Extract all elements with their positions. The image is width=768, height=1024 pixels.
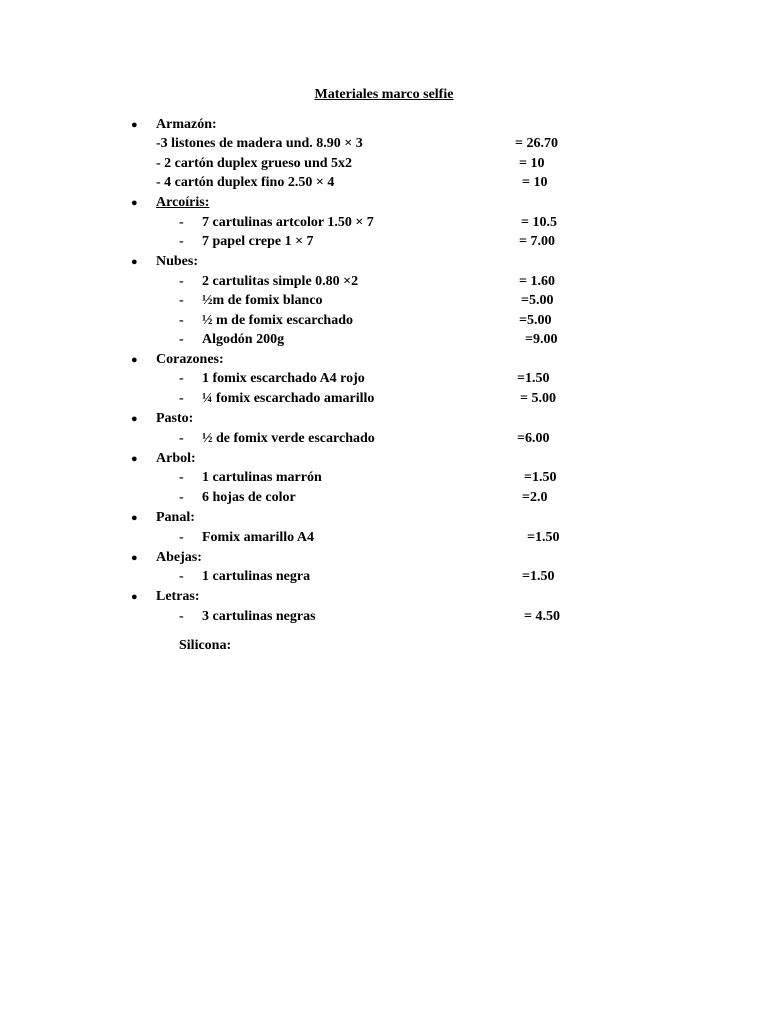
section-pasto bbox=[0, 410, 768, 428]
list-item bbox=[0, 273, 768, 291]
item-value: = 5.00 bbox=[520, 391, 556, 406]
list-item bbox=[0, 292, 768, 310]
item-label: 1 cartulinas negra bbox=[202, 569, 311, 584]
list-item bbox=[0, 568, 768, 586]
section-heading: Armazón: bbox=[156, 117, 217, 132]
bullet-icon: ● bbox=[131, 512, 138, 524]
dash-icon: - bbox=[179, 569, 184, 584]
item-value: = 26.70 bbox=[515, 136, 558, 151]
list-item bbox=[0, 214, 768, 232]
bullet-icon: ● bbox=[131, 413, 138, 425]
item-value: = 10.5 bbox=[521, 215, 557, 230]
item-value: = 1.60 bbox=[519, 274, 555, 289]
item-value: =1.50 bbox=[527, 530, 560, 545]
item-label: 7 cartulinas artcolor 1.50 × 7 bbox=[202, 215, 374, 230]
item-value: = 10 bbox=[522, 175, 548, 190]
section-arbol bbox=[0, 450, 768, 468]
section-heading: Arcoíris: bbox=[156, 195, 210, 210]
item-value: =1.50 bbox=[524, 470, 557, 485]
item-value: =6.00 bbox=[517, 431, 550, 446]
dash-icon: - bbox=[179, 391, 184, 406]
item-label: 1 cartulinas marrón bbox=[202, 470, 322, 485]
item-label: 6 hojas de color bbox=[202, 490, 296, 505]
section-heading: Abejas: bbox=[156, 550, 202, 565]
item-label: -3 listones de madera und. 8.90 × 3 bbox=[156, 136, 363, 151]
item-label: Algodón 200g bbox=[202, 332, 285, 347]
item-label: 3 cartulinas negras bbox=[202, 609, 316, 624]
list-item bbox=[0, 233, 768, 251]
item-value: =1.50 bbox=[522, 569, 555, 584]
section-arcoiris bbox=[0, 194, 768, 212]
item-label: 7 papel crepe 1 × 7 bbox=[202, 234, 314, 249]
list-item bbox=[0, 370, 768, 388]
item-value: =2.0 bbox=[522, 490, 548, 505]
list-item bbox=[0, 312, 768, 330]
section-heading: Corazones: bbox=[156, 352, 224, 367]
list-item bbox=[0, 489, 768, 507]
item-value: = 7.00 bbox=[519, 234, 555, 249]
list-item bbox=[0, 529, 768, 547]
item-value: =5.00 bbox=[521, 293, 554, 308]
section-heading: Letras: bbox=[156, 589, 200, 604]
item-label: ½ de fomix verde escarchado bbox=[202, 431, 375, 446]
item-value: = 4.50 bbox=[524, 609, 560, 624]
item-value: =5.00 bbox=[519, 313, 552, 328]
item-label: - 4 cartón duplex fino 2.50 × 4 bbox=[156, 175, 335, 190]
item-label: 1 fomix escarchado A4 rojo bbox=[202, 371, 365, 386]
footer-label: Silicona: bbox=[179, 638, 232, 653]
list-item bbox=[0, 390, 768, 408]
bullet-icon: ● bbox=[131, 197, 138, 209]
dash-icon: - bbox=[179, 371, 184, 386]
dash-icon: - bbox=[179, 490, 184, 505]
footer-line bbox=[0, 637, 768, 655]
bullet-icon: ● bbox=[131, 119, 138, 131]
dash-icon: - bbox=[179, 470, 184, 485]
bullet-icon: ● bbox=[131, 354, 138, 366]
dash-icon: - bbox=[179, 215, 184, 230]
dash-icon: - bbox=[179, 609, 184, 624]
section-nubes bbox=[0, 253, 768, 271]
list-item bbox=[0, 331, 768, 349]
list-item bbox=[0, 430, 768, 448]
dash-icon: - bbox=[179, 431, 184, 446]
item-label: ½ m de fomix escarchado bbox=[202, 313, 353, 328]
section-heading: Panal: bbox=[156, 510, 195, 525]
item-label: ½m de fomix blanco bbox=[202, 293, 323, 308]
list-item bbox=[0, 155, 768, 173]
section-armazon bbox=[0, 116, 768, 134]
item-value: = 10 bbox=[519, 156, 545, 171]
dash-icon: - bbox=[179, 234, 184, 249]
item-label: ¼ fomix escarchado amarillo bbox=[202, 391, 375, 406]
list-item bbox=[0, 608, 768, 626]
item-label: - 2 cartón duplex grueso und 5x2 bbox=[156, 156, 353, 171]
section-abejas bbox=[0, 549, 768, 567]
list-item bbox=[0, 469, 768, 487]
item-value: =9.00 bbox=[525, 332, 558, 347]
section-heading: Arbol: bbox=[156, 451, 196, 466]
page-title: Materiales marco selfie bbox=[314, 87, 454, 102]
dash-icon: - bbox=[179, 274, 184, 289]
section-corazones bbox=[0, 351, 768, 369]
list-item bbox=[0, 174, 768, 192]
list-item bbox=[0, 135, 768, 153]
bullet-icon: ● bbox=[131, 591, 138, 603]
dash-icon: - bbox=[179, 293, 184, 308]
dash-icon: - bbox=[179, 332, 184, 347]
dash-icon: - bbox=[179, 313, 184, 328]
section-heading: Nubes: bbox=[156, 254, 199, 269]
section-heading: Pasto: bbox=[156, 411, 194, 426]
dash-icon: - bbox=[179, 530, 184, 545]
bullet-icon: ● bbox=[131, 552, 138, 564]
bullet-icon: ● bbox=[131, 256, 138, 268]
section-panal bbox=[0, 509, 768, 527]
item-label: 2 cartulitas simple 0.80 ×2 bbox=[202, 274, 359, 289]
item-value: =1.50 bbox=[517, 371, 550, 386]
bullet-icon: ● bbox=[131, 453, 138, 465]
section-letras bbox=[0, 588, 768, 606]
item-label: Fomix amarillo A4 bbox=[202, 530, 314, 545]
